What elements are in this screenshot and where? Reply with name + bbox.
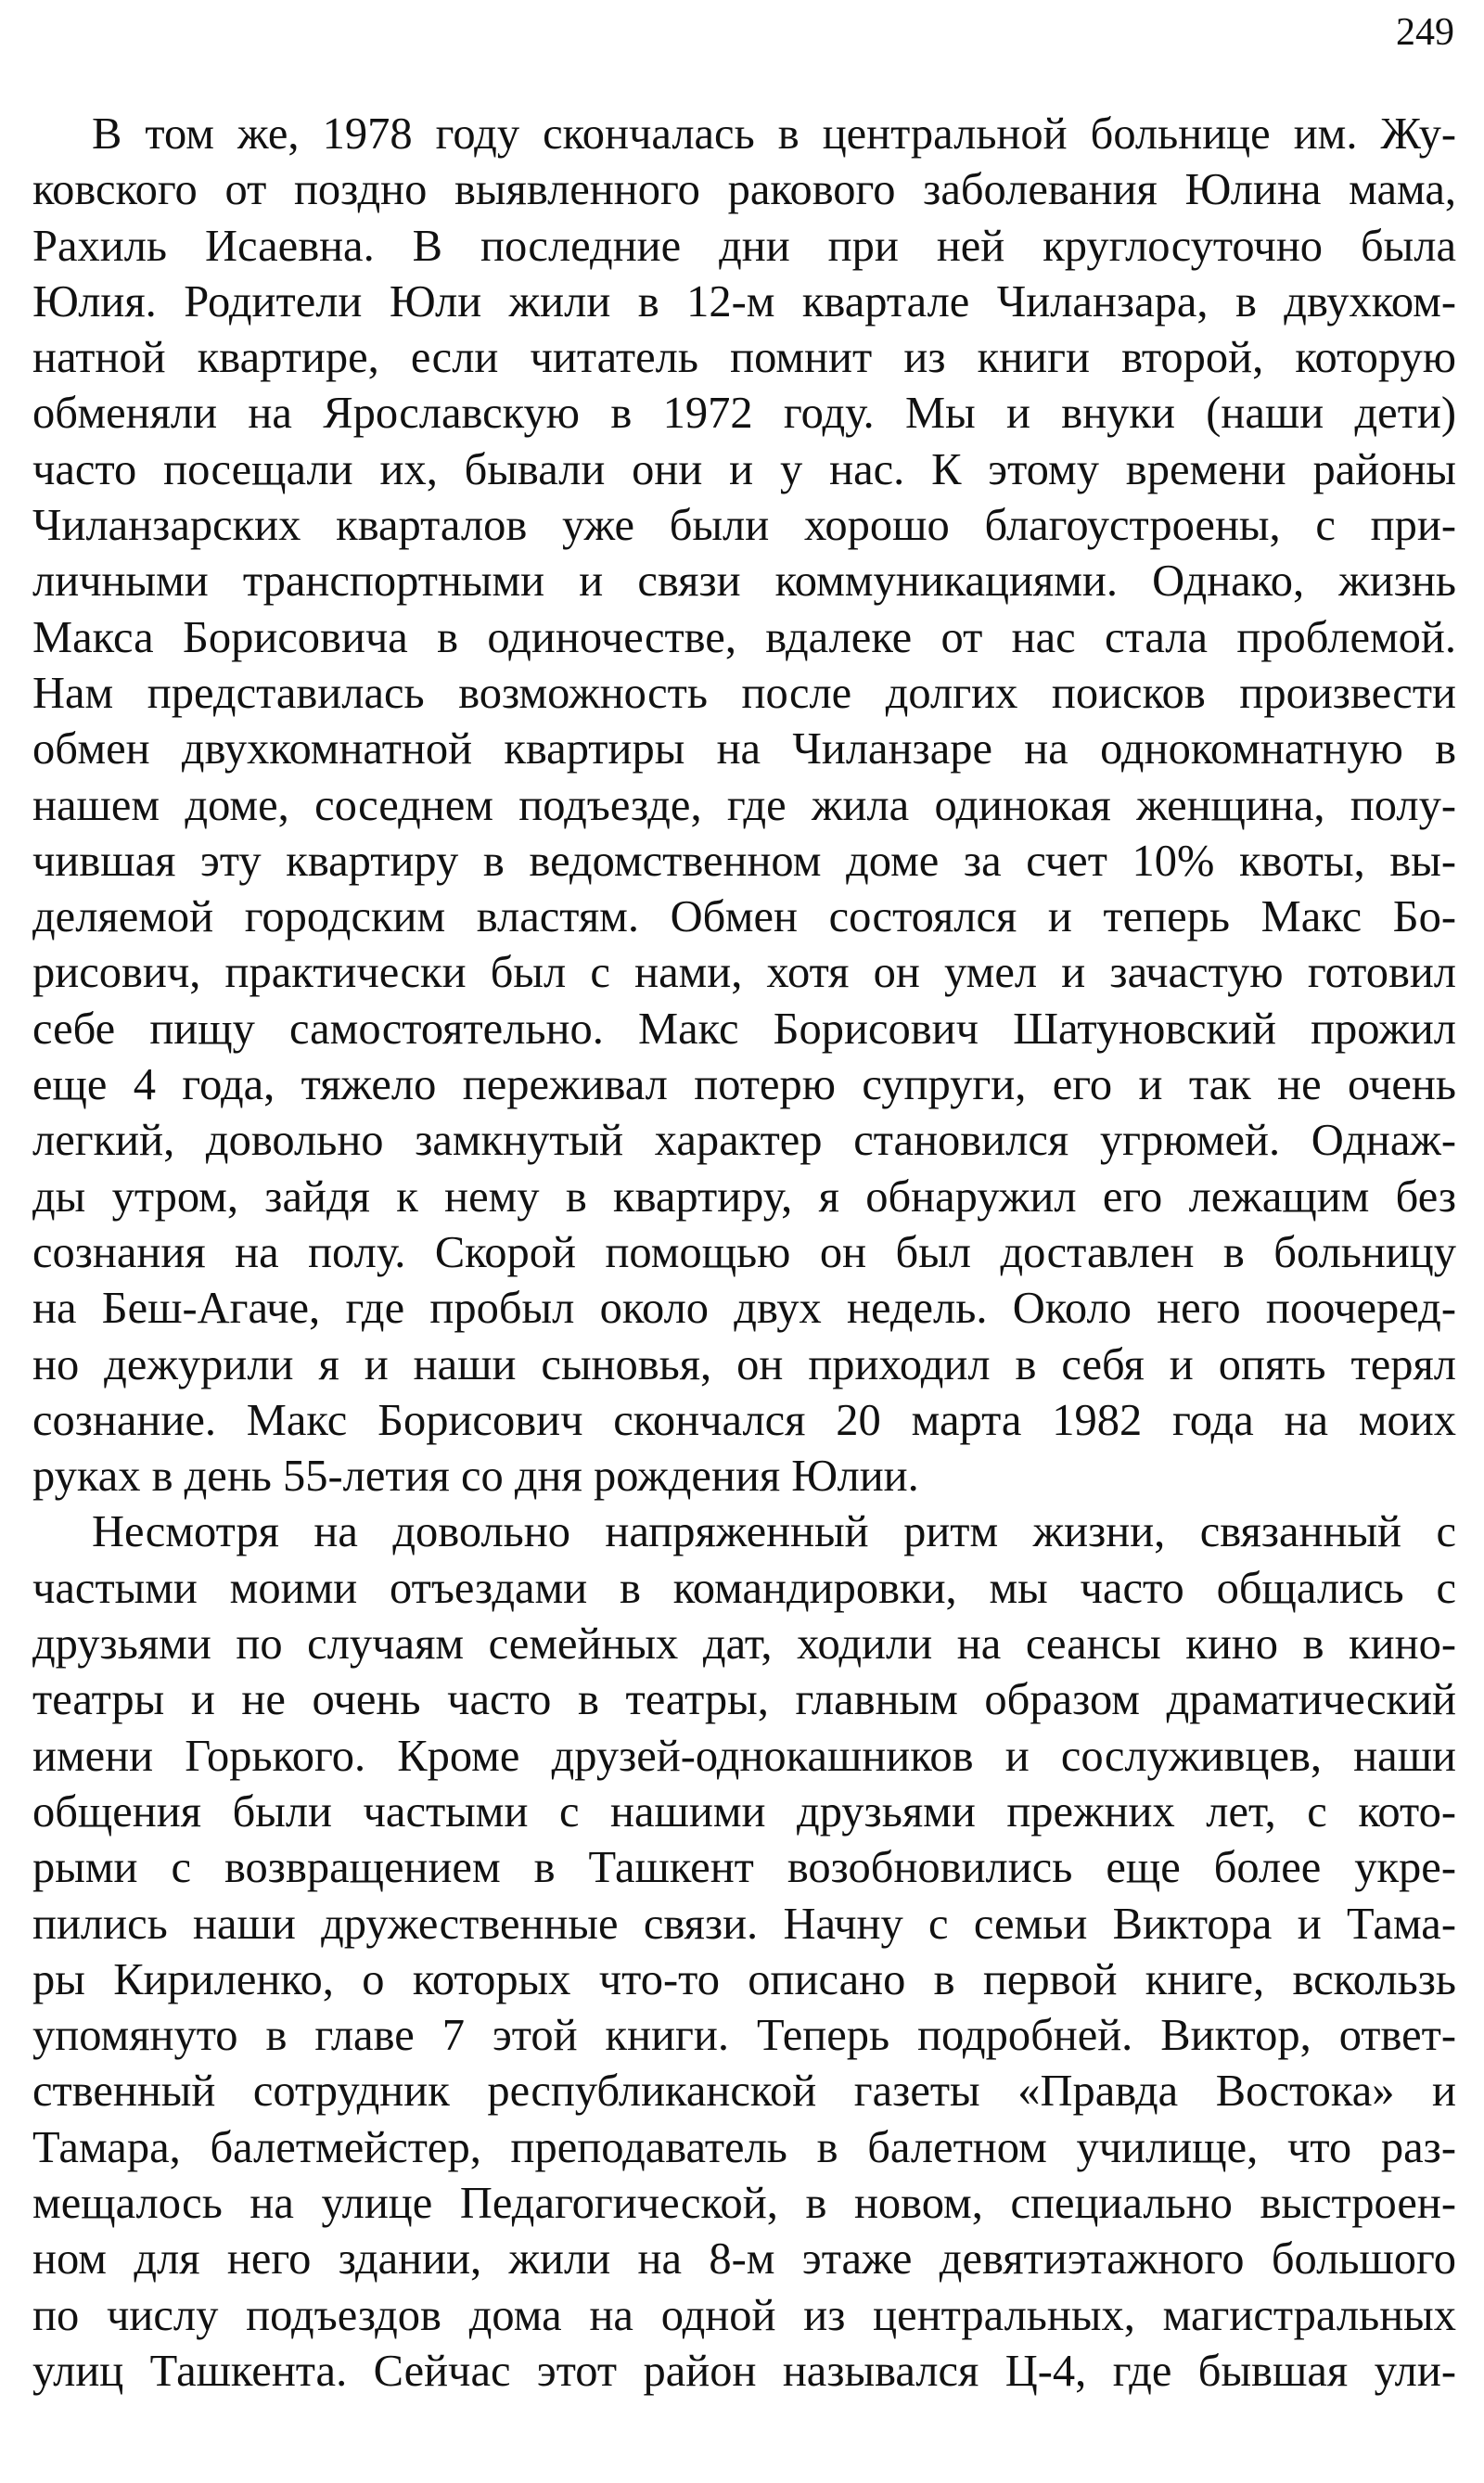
text-line: сознания на полу. Скорой помощью он был доставлен в больницу <box>32 1227 1456 1277</box>
text-line: ры Кириленко, о которых что-то описано в первой книге, вскользь <box>32 1954 1456 2004</box>
text-line: Макса Борисовича в одиночестве, вдалеке от нас стала проблемой. <box>32 612 1456 662</box>
page-number: 249 <box>1396 11 1454 54</box>
text-line: чившая эту квартиру в ведомственном доме за счет 10% квоты, вы- <box>32 836 1456 886</box>
text-line: общения были частыми с нашими друзьями прежних лет, с кото- <box>32 1786 1456 1837</box>
text-line: упомянуто в главе 7 этой книги. Теперь подробней. Виктор, ответ- <box>32 2011 1456 2061</box>
text-line: ковского от поздно выявленного ракового заболевания Юлина мама, <box>32 165 1456 215</box>
text-line: Тамара, балетмейстер, преподаватель в балетном училище, что раз- <box>32 2122 1456 2172</box>
text-line: легкий, довольно замкнутый характер становился угрюмей. Однаж- <box>32 1116 1456 1166</box>
text-line: обменяли на Ярославскую в 1972 году. Мы и внуки (наши дети) <box>32 389 1456 439</box>
text-line: ственный сотрудник республиканской газеты «Правда Востока» и <box>32 2067 1456 2117</box>
text-line: на Беш-Агаче, где пробыл около двух недель. Около него поочеред- <box>32 1284 1456 1334</box>
text-line: по числу подъездов дома на одной из центральных, магистральных <box>32 2290 1456 2340</box>
text-line: руках в день 55-летия со дня рождения Юлии. <box>32 1452 919 1502</box>
text-line: но дежурили я и наши сыновья, он приходил в себя и опять терял <box>32 1339 1456 1389</box>
text-line: деляемой городским властям. Обмен состоялся и теперь Макс Бо- <box>32 892 1456 942</box>
text-line: нашем доме, соседнем подъезде, где жила одинокая женщина, полу- <box>32 780 1456 830</box>
text-line: Юлия. Родители Юли жили в 12-м квартале Чиланзара, в двухком- <box>32 276 1456 326</box>
text-line: ды утром, зайдя к нему в квартиру, я обнаружил его лежащим без <box>32 1171 1456 1222</box>
text-line: натной квартире, если читатель помнит из книги второй, которую <box>32 333 1456 383</box>
text-line: еще 4 года, тяжело переживал потерю супруги, его и так не очень <box>32 1060 1456 1110</box>
text-line: мещалось на улице Педагогической, в новом, специально выстроен- <box>32 2178 1456 2228</box>
text-line: Рахиль Исаевна. В последние дни при ней круглосуточно была <box>32 221 1456 271</box>
text-line: ном для него здании, жили на 8-м этаже девятиэтажного большого <box>32 2234 1456 2285</box>
text-line: улиц Ташкента. Сейчас этот район назывался Ц-4, где бывшая ули- <box>32 2346 1456 2396</box>
text-line: Чиланзарских кварталов уже были хорошо благоустроены, с при- <box>32 501 1456 551</box>
text-line: личными транспортными и связи коммуникациями. Однако, жизнь <box>32 557 1456 607</box>
body-text <box>32 107 1456 2400</box>
text-line: обмен двухкомнатной квартиры на Чиланзаре на однокомнатную в <box>32 724 1456 774</box>
text-line: рыми с возвращением в Ташкент возобновились еще более укре- <box>32 1843 1456 1893</box>
text-line: пились наши дружественные связи. Начну с семьи Виктора и Тама- <box>32 1899 1456 1949</box>
paragraph-1 <box>32 107 1456 1504</box>
text-line: Несмотря на довольно напряженный ритм жизни, связанный с <box>92 1507 1456 1557</box>
text-line: имени Горького. Кроме друзей-однокашников и сослуживцев, наши <box>32 1731 1456 1781</box>
text-line: рисович, практически был с нами, хотя он умел и зачастую готовил <box>32 948 1456 998</box>
text-line: часто посещали их, бывали они и у нас. К этому времени районы <box>32 444 1456 494</box>
text-line: частыми моими отъездами в командировки, мы часто общались с <box>32 1563 1456 1613</box>
text-line: себе пищу самостоятельно. Макс Борисович Шатуновский прожил <box>32 1004 1456 1054</box>
text-line: В том же, 1978 году скончалась в центральной больнице им. Жу- <box>92 109 1456 159</box>
paragraph-2 <box>32 1504 1456 2400</box>
text-line: Нам представилась возможность после долгих поисков произвести <box>32 668 1456 718</box>
text-line: сознание. Макс Борисович скончался 20 марта 1982 года на моих <box>32 1395 1456 1445</box>
text-line: театры и не очень часто в театры, главным образом драматический <box>32 1675 1456 1725</box>
text-line: друзьями по случаям семейных дат, ходили на сеансы кино в кино- <box>32 1619 1456 1670</box>
